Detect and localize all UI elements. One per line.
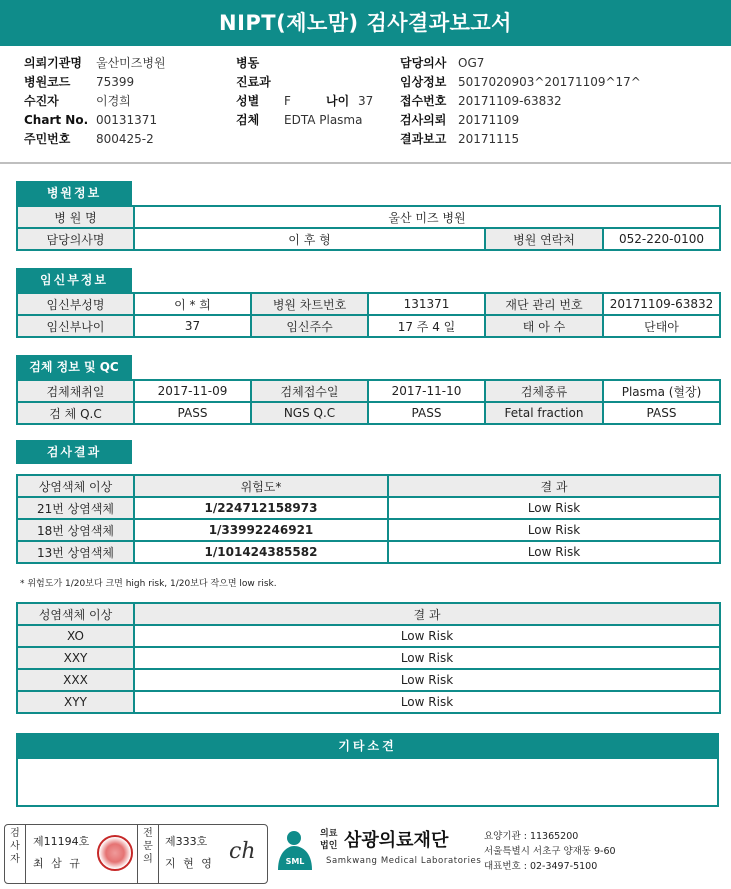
- hdr-label: 수진자: [24, 94, 59, 108]
- mother-age-label: 임신부나이: [17, 315, 134, 337]
- contact-number: 052-220-0100: [603, 228, 720, 250]
- weeks-label: 임신주수: [251, 315, 368, 337]
- hdr-value: 20171115: [458, 132, 520, 146]
- result-value: Low Risk: [134, 625, 720, 647]
- hospital-table: [16, 205, 721, 251]
- other-findings-body: [16, 759, 719, 807]
- mother-name: 이 * 희: [134, 293, 251, 315]
- table-row: [17, 541, 720, 563]
- receive-label: 검체접수일: [251, 380, 368, 402]
- fetus-label: 태 아 수: [485, 315, 603, 337]
- mgmt-label: 재단 관리 번호: [485, 293, 603, 315]
- hdr-label: 병동: [236, 56, 260, 70]
- mgmt-number: 20171109-63832: [603, 293, 720, 315]
- risk-value: 1/101424385582: [134, 541, 388, 563]
- chrom-name: XXX: [17, 669, 134, 691]
- specimen-table: [16, 379, 721, 425]
- tester-license: 제11194호: [33, 835, 90, 848]
- mother-name-label: 임신부성명: [17, 293, 134, 315]
- report-header: [0, 46, 731, 164]
- seal-stamp: [97, 835, 133, 871]
- tester-name: 최 삼 규: [33, 857, 82, 870]
- sex-chrom-table: [16, 602, 721, 714]
- hdr-value: 5017020903^20171109^17^: [458, 75, 641, 89]
- approver-label: 전문의: [143, 828, 153, 865]
- hospital-name-label: 병 원 명: [17, 206, 134, 228]
- table-row: [17, 647, 720, 669]
- result-value: Low Risk: [134, 669, 720, 691]
- ff-label: Fetal fraction: [485, 402, 603, 424]
- section-mother-info: 임신부정보: [16, 268, 132, 292]
- result-value: Low Risk: [388, 541, 720, 563]
- hdr-label: 주민번호: [24, 132, 71, 146]
- hdr-value: 이경희: [96, 94, 131, 108]
- specimen-type: Plasma (혈장): [603, 380, 720, 402]
- collect-label: 검체채취일: [17, 380, 134, 402]
- result-value: Low Risk: [134, 691, 720, 713]
- risk-value: 1/33992246921: [134, 519, 388, 541]
- mother-age: 37: [134, 315, 251, 337]
- hospital-name: 울산 미즈 병원: [134, 206, 720, 228]
- hdr-label: 결과보고: [400, 132, 447, 146]
- hdr-label: 나이: [326, 94, 350, 108]
- section-hospital-info: 병원정보: [16, 181, 132, 205]
- hdr-value: 75399: [96, 75, 135, 89]
- col-header: 결 과: [134, 603, 720, 625]
- handwritten-signature: ch: [229, 839, 256, 864]
- table-row: [17, 625, 720, 647]
- table-row: [17, 497, 720, 519]
- chart-label: 병원 차트번호: [251, 293, 368, 315]
- org-name: 삼광의료재단: [344, 830, 449, 851]
- hdr-label: 접수번호: [400, 94, 447, 108]
- logo-text: SML: [285, 857, 305, 866]
- hdr-value: 800425-2: [96, 132, 154, 146]
- hdr-value: 울산미즈병원: [96, 56, 166, 70]
- approver-name: 지 현 영: [165, 857, 214, 870]
- tester-label: 검사자: [10, 828, 20, 865]
- table-row: [17, 691, 720, 713]
- hdr-label: Chart No.: [24, 113, 89, 127]
- risk-value: 1/224712158973: [134, 497, 388, 519]
- org-english: Samkwang Medical Laboratories: [326, 856, 482, 866]
- org-prefix: 의료법인: [320, 829, 338, 851]
- hdr-value: 00131371: [96, 113, 158, 127]
- approver-license: 제333호: [165, 835, 208, 848]
- hdr-label: 의뢰기관명: [24, 56, 82, 70]
- hdr-label: 검사의뢰: [400, 113, 447, 127]
- result-value: Low Risk: [134, 647, 720, 669]
- hdr-label: 성별: [236, 94, 260, 108]
- institution-code: 요양기관 : 11365200: [484, 831, 579, 842]
- qc-label: 검 체 Q.C: [17, 402, 134, 424]
- collect-date: 2017-11-09: [134, 380, 251, 402]
- section-other-findings: 기타소견: [16, 733, 719, 759]
- hdr-value: EDTA Plasma: [284, 113, 363, 127]
- table-row: [17, 669, 720, 691]
- divider: [158, 825, 159, 883]
- report-title: NIPT(제노맘) 검사결과보고서: [0, 0, 731, 46]
- qc-value: PASS: [134, 402, 251, 424]
- divider: [137, 825, 138, 883]
- hdr-label: 검체: [236, 113, 260, 127]
- divider: [25, 825, 26, 883]
- hdr-value: F: [284, 94, 291, 108]
- col-header: 위험도*: [134, 475, 388, 497]
- fetus-value: 단태아: [603, 315, 720, 337]
- receive-date: 2017-11-10: [368, 380, 485, 402]
- ngs-label: NGS Q.C: [251, 402, 368, 424]
- mother-table: [16, 292, 721, 338]
- chrom-name: XYY: [17, 691, 134, 713]
- chrom-name: XO: [17, 625, 134, 647]
- risk-note: * 위험도가 1/20보다 크면 high risk, 1/20보다 작으면 low risk.: [20, 579, 277, 589]
- chrom-name: 21번 상염색체: [17, 497, 134, 519]
- col-header: 결 과: [388, 475, 720, 497]
- doctor-label: 담당의사명: [17, 228, 134, 250]
- sml-logo-icon: [274, 826, 320, 872]
- section-specimen-info: 검체 정보 및 QC: [16, 355, 132, 379]
- table-row: [17, 519, 720, 541]
- hdr-label: 담당의사: [400, 56, 447, 70]
- result-value: Low Risk: [388, 497, 720, 519]
- hdr-value: 20171109-63832: [458, 94, 562, 108]
- chart-number: 131371: [368, 293, 485, 315]
- ff-value: PASS: [603, 402, 720, 424]
- hdr-value: 37: [358, 94, 374, 108]
- result-value: Low Risk: [388, 519, 720, 541]
- signature-box: [4, 824, 268, 884]
- hdr-value: 20171109: [458, 113, 520, 127]
- hdr-label: 임상정보: [400, 75, 447, 89]
- lab-info: [320, 826, 730, 882]
- ngs-value: PASS: [368, 402, 485, 424]
- hdr-label: 병원코드: [24, 75, 71, 89]
- weeks-value: 17 주 4 일: [368, 315, 485, 337]
- phone: 대표번호 : 02-3497-5100: [484, 861, 598, 872]
- hdr-label: 진료과: [236, 75, 271, 89]
- section-results: 검사결과: [16, 440, 132, 464]
- doctor-name: 이 후 형: [134, 228, 485, 250]
- specimen-type-label: 검체종류: [485, 380, 603, 402]
- hdr-value: OG7: [458, 56, 485, 70]
- col-header: 성염색체 이상: [17, 603, 134, 625]
- address: 서울특별시 서초구 양재동 9-60: [484, 846, 616, 857]
- chrom-name: 13번 상염색체: [17, 541, 134, 563]
- contact-label: 병원 연락처: [485, 228, 603, 250]
- col-header: 상염색체 이상: [17, 475, 134, 497]
- autosome-table: [16, 474, 721, 564]
- chrom-name: 18번 상염색체: [17, 519, 134, 541]
- chrom-name: XXY: [17, 647, 134, 669]
